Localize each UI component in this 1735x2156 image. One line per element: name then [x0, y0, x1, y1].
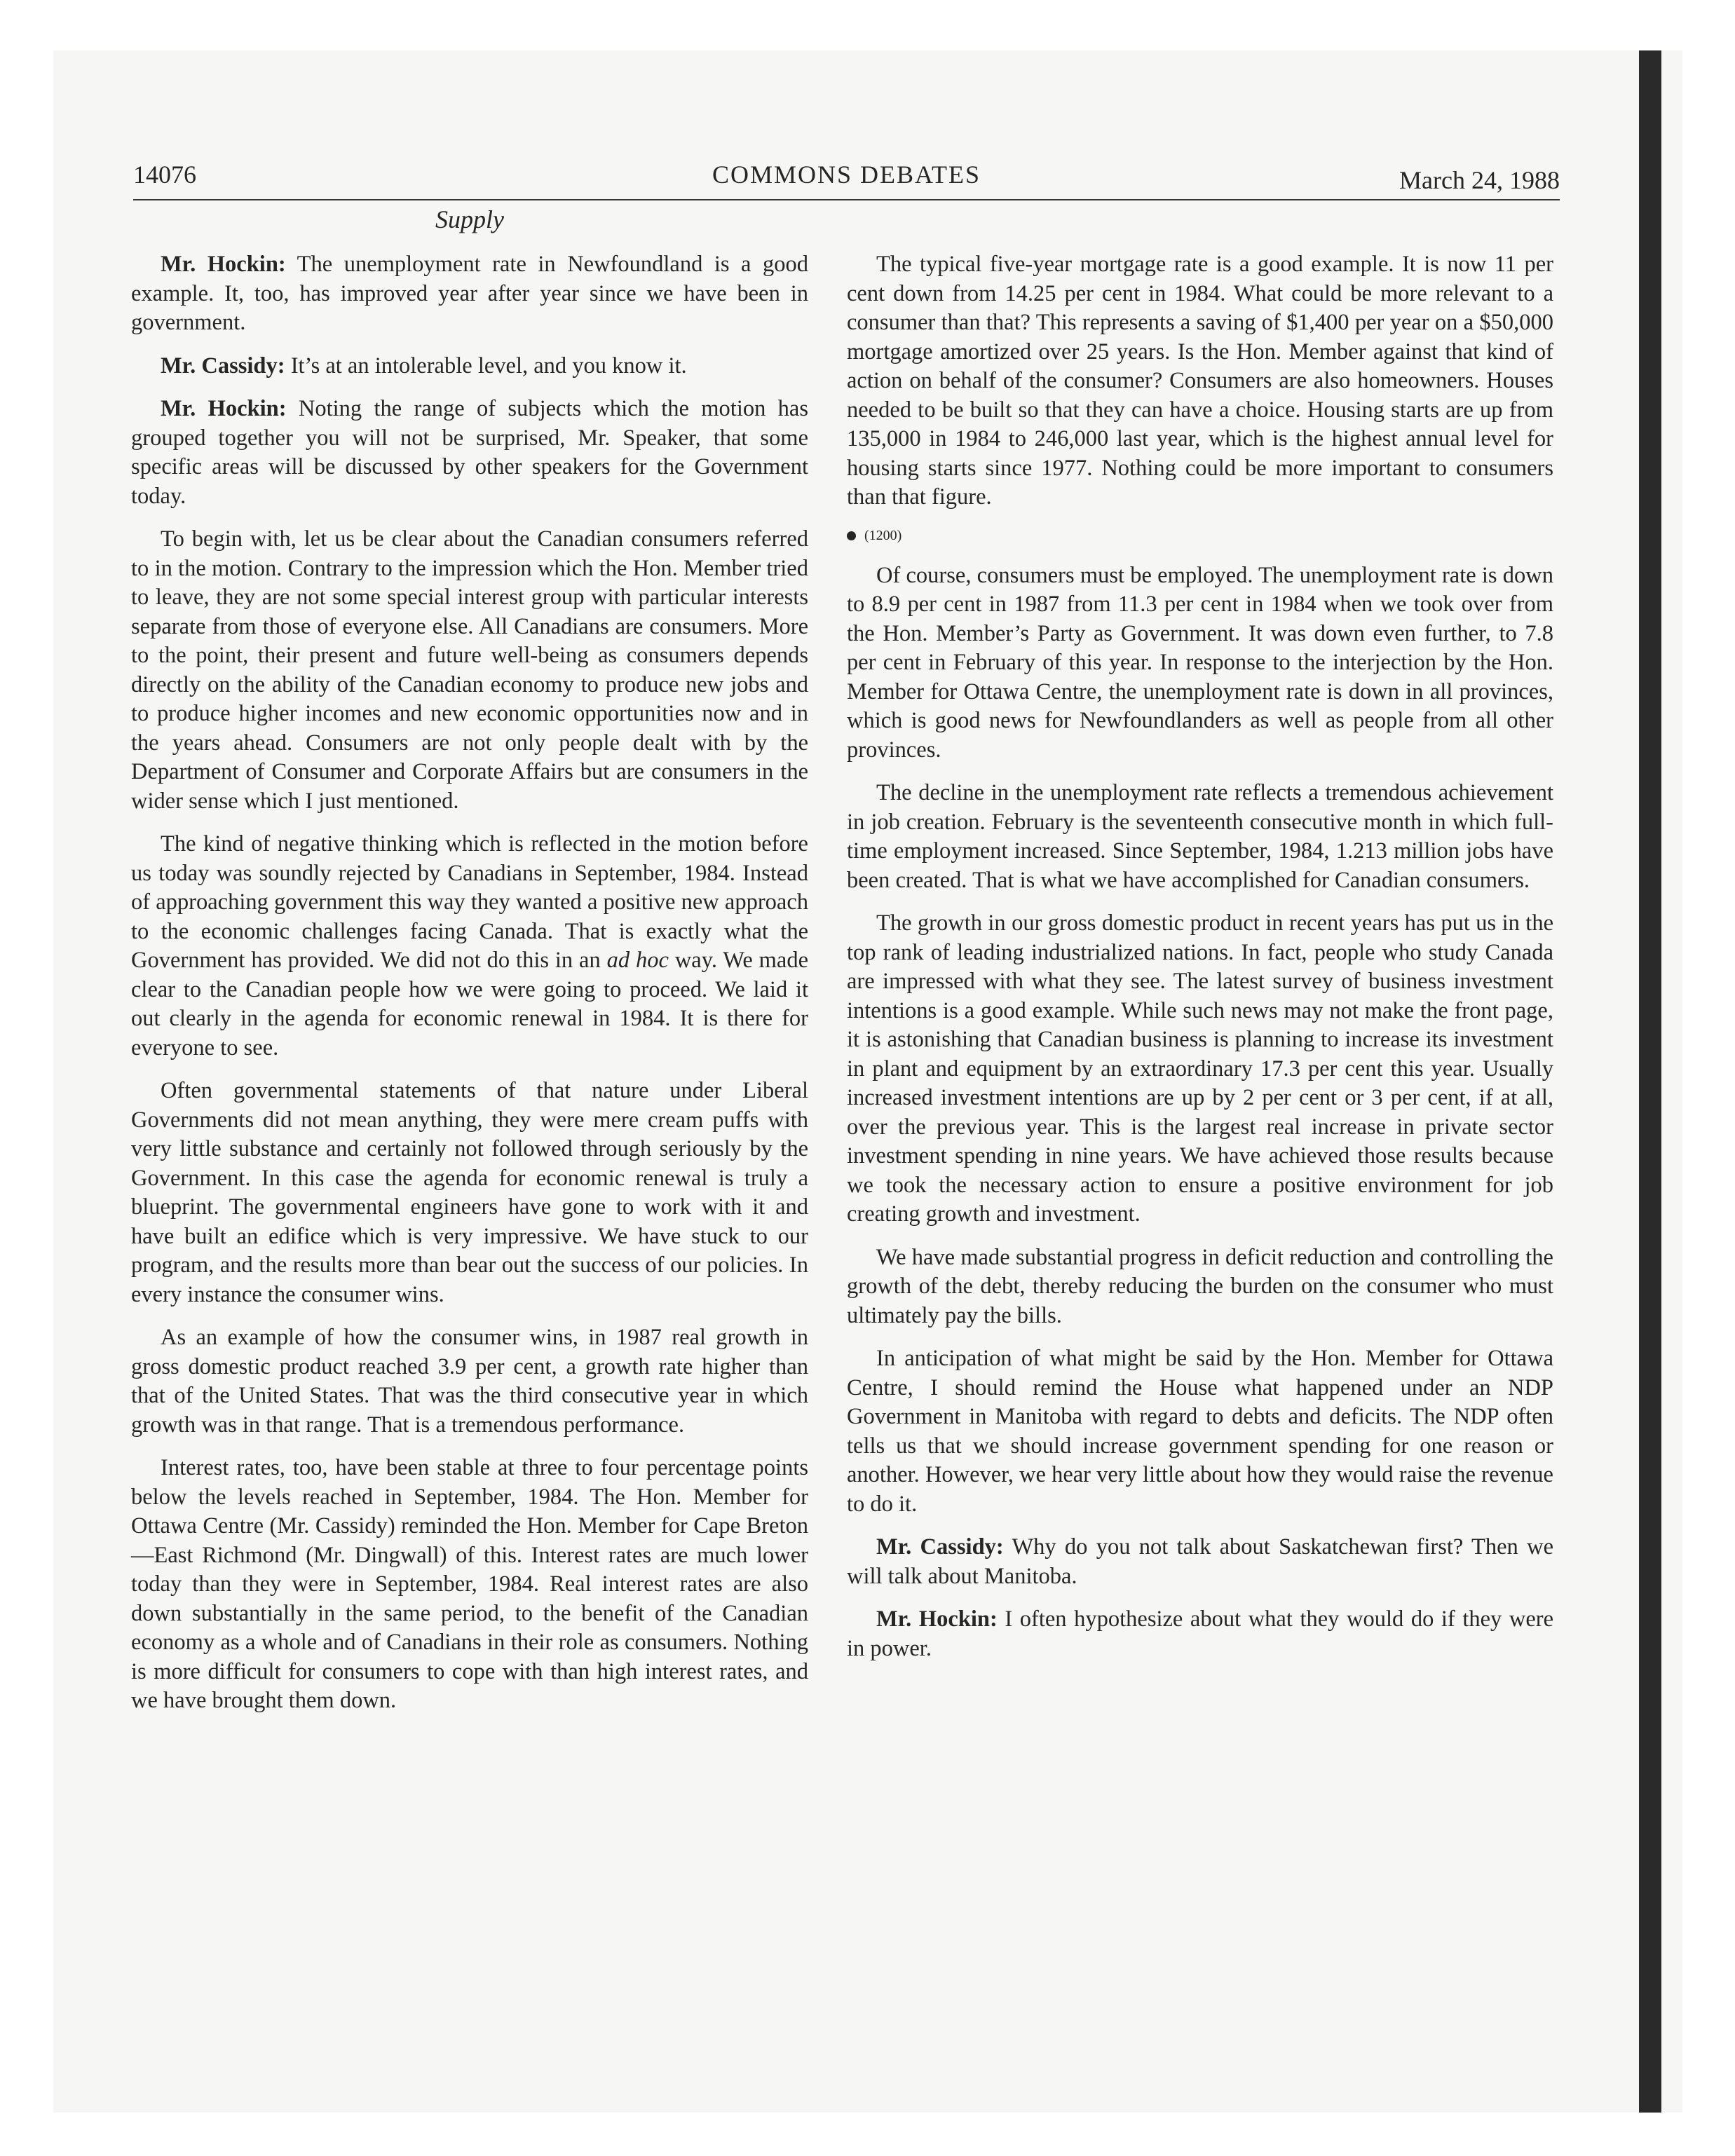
paragraph: The growth in our gross domestic product in recent years has put us in the top rank of leading industrialized nations. In fact, people who study Canada are impressed with what they see. The latest survey of business investment intentions is a good example. While such news may not make the front page, it is astonishing that Canadian business is planning to increase its investment in plant and equipment by an extraordinary 17.3 per cent this year. Usually increased investment intentions are up by 2 per cent or 3 per cent, if at all, over the previous year. This is the largest real increase in private sector investment spending in nine years. We have achieved those results because we took the necessary action to ensure a positive environment for job creating growth and investment. [847, 910, 1553, 1227]
paragraph [131, 250, 808, 338]
speaker-name: Mr. Cassidy: [161, 353, 285, 378]
paragraph-text: The unemployment rate in Newfoundland is a good example. It, too, has improved year after year since we have been in government. [131, 252, 808, 335]
paragraph: The decline in the unemployment rate reflects a tremendous achievement in job creation. February is the seventeenth consecutive month in which full-time employment increased. Since September, 1984, 1.213 million jobs have been created. That is what we have accomplished for Canadian consumers. [847, 780, 1553, 893]
paragraph [131, 830, 808, 1063]
right-column [847, 250, 1553, 1677]
paragraph: As an example of how the consumer wins, in 1987 real growth in gross domestic product reached 3.9 per cent, a growth rate higher than that of the United States. That was the third consecutive year in which growth was in that range. That is a tremendous performance. [131, 1325, 808, 1438]
paragraph: The typical five-year mortgage rate is a good example. It is now 11 per cent down from 14.25 per cent in 1984. What could be more relevant to a consumer than that? This represents a saving of $1,400 per year on a $50,000 mortgage amortized over 25 years. Is the Hon. Member against that kind of action on behalf of the consumer? Consumers are also homeowners. Houses needed to be built so that they can have a choice. Housing starts are up from 135,000 in 1984 to 246,000 last year, which is the highest annual level for housing starts since 1977. Nothing could be more important to consumers than that figure. [847, 252, 1553, 510]
page-number: 14076 [133, 161, 196, 189]
speaker-name: Mr. Hockin: [161, 396, 287, 421]
paragraph-text: It’s at an intolerable level, and you know it. [290, 353, 687, 378]
paragraph [847, 1533, 1553, 1591]
paragraph: Of course, consumers must be employed. The unemployment rate is down to 8.9 per cent in 1987 from 11.3 per cent in 1984 when we took over from the Hon. Member’s Party as Government. It was down even further, to 7.8 per cent in February of this year. In response to the interjection by the Hon. Member for Ottawa Centre, the unemployment rate is down in all provinces, which is good news for Newfoundlanders as well as people from all other provinces. [847, 562, 1553, 763]
scan-edge-shadow [1639, 50, 1661, 2113]
section-title: Supply [435, 205, 504, 233]
paragraph-text: Noting the range of subjects which the motion has grouped together you will not be surprised, Mr. Speaker, that some specific areas will be discussed by other speakers for the Government today. [131, 396, 809, 509]
time-marker [847, 526, 1553, 545]
publication-title: COMMONS DEBATES [712, 161, 981, 189]
paragraph-text: I often hypothesize about what they would do if they were in power. [847, 1606, 1553, 1661]
paragraph: Interest rates, too, have been stable at three to four percentage points below the levels reached in September, 1984. The Hon. Member for Ottawa Centre (Mr. Cassidy) reminded the Hon. Member for Cape Breton—East Richmond (Mr. Dingwall) of this. Interest rates are much lower today than they were in September, 1984. Real interest rates are also down substantially in the same period, to the benefit of the Canadian economy as a whole and of Canadians in their role as consumers. Nothing is more difficult for consumers to cope with than high interest rates, and we have brought them down. [131, 1455, 808, 1713]
speaker-name: Mr. Cassidy: [876, 1534, 1004, 1560]
paragraph [131, 352, 808, 381]
left-column [131, 250, 808, 1730]
speaker-name: Mr. Hockin: [161, 252, 286, 277]
page-header [133, 157, 1560, 200]
paragraph-text: way. We made clear to the Canadian people how we were going to proceed. We laid it out clearly in the agenda for economic renewal in 1984. It is there for everyone to see. [131, 948, 809, 1060]
paragraph-text: Why do you not talk about Saskatchewan first? Then we will talk about Manitoba. [847, 1534, 1553, 1589]
paragraph: To begin with, let us be clear about the Canadian consumers referred to in the motion. Contrary to the impression which the Hon. Member tried to leave, they are not some special interest group with particular interests separate from those of everyone else. All Canadians are consumers. More to the point, their present and future well-being as consumers depends directly on the ability of the Canadian economy to produce new jobs and to produce higher incomes and new economic opportunities now and in the years ahead. Consumers are not only people dealt with by the Department of Consumer and Corporate Affairs but are consumers in the wider sense which I just mentioned. [131, 526, 808, 814]
paragraph: We have made substantial progress in deficit reduction and controlling the growth of the debt, thereby reducing the burden on the consumer who must ultimately pay the bills. [847, 1244, 1553, 1328]
paragraph: In anticipation of what might be said by the Hon. Member for Ottawa Centre, I should remind the House what happened under an NDP Government in Manitoba with regard to debts and deficits. The NDP often tells us that we should increase government spending for one reason or another. However, we hear very little about how they would raise the revenue to do it. [847, 1346, 1553, 1517]
debate-date: March 24, 1988 [1399, 166, 1560, 194]
italic-term: ad hoc [606, 948, 669, 973]
time-marker-text: (1200) [864, 527, 902, 543]
paragraph: Often governmental statements of that nature under Liberal Governments did not mean anything, they were mere cream puffs with very little substance and certainly not followed through seriously by the Government. In this case the agenda for economic renewal is truly a blueprint. The governmental engineers have gone to work with it and have built an edifice which is very impressive. We have stuck to our program, and the results more than bear out the success of our policies. In every instance the consumer wins. [131, 1078, 808, 1307]
paragraph-text: The kind of negative thinking which is reflected in the motion before us today was soundly rejected by Canadians in September, 1984. Instead of approaching government this way they wanted a positive new approach to the economic challenges facing Canada. That is exactly what the Government has provided. We did not do this in an [131, 831, 808, 973]
paragraph [847, 1605, 1553, 1663]
paragraph [131, 395, 808, 511]
bullet-dot-icon [847, 531, 856, 540]
speaker-name: Mr. Hockin: [876, 1606, 998, 1632]
